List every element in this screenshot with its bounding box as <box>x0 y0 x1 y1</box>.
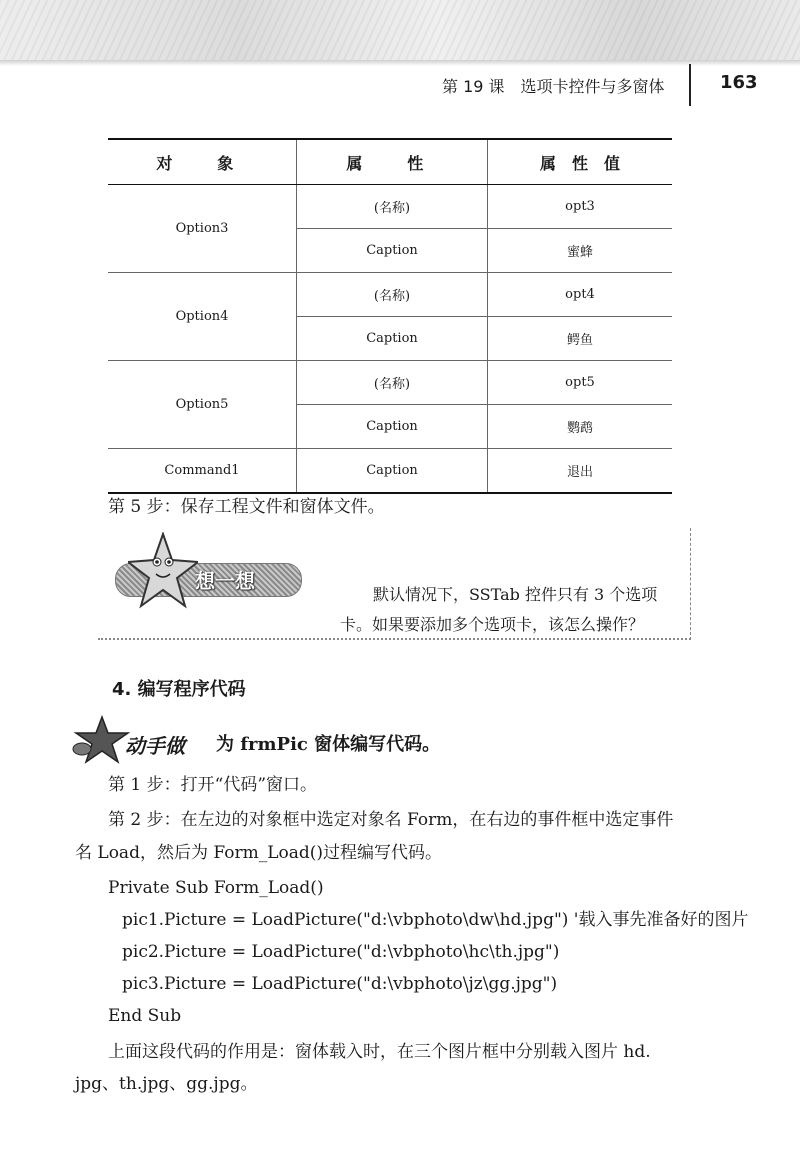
object-cell: Option5 <box>108 361 297 449</box>
step5-text: 第 5 步：保存工程文件和窗体文件。 <box>108 497 385 517</box>
code-line: End Sub <box>108 1006 182 1026</box>
property-cell: Caption <box>297 405 488 449</box>
step1-text: 第 1 步：打开“代码”窗口。 <box>108 775 318 795</box>
explanation-line2: jpg、th.jpg、gg.jpg。 <box>75 1074 258 1094</box>
header-object: 对 象 <box>108 139 297 185</box>
object-cell: Option4 <box>108 273 297 361</box>
step2-line1: 第 2 步：在左边的对象框中选定对象名 Form，在右边的事件框中选定事件 <box>108 810 674 830</box>
code-line: pic3.Picture = LoadPicture("d:\vbphoto\jz\gg.jpg") <box>122 974 558 994</box>
value-cell: 蜜蜂 <box>488 229 673 273</box>
hands-on-title: 为 frmPic 窗体编写代码。 <box>216 734 441 755</box>
property-cell: (名称) <box>297 185 488 229</box>
header-property: 属 性 <box>297 139 488 185</box>
section-number: 4. <box>112 679 132 700</box>
think-question-line2: 卡。如果要添加多个选项卡，该怎么操作？ <box>340 615 645 634</box>
code-line: pic1.Picture = LoadPicture("d:\vbphoto\dw\hd.jpg") '载入事先准备好的图片 <box>122 910 749 930</box>
decorative-banner <box>0 0 800 62</box>
hand-star-icon <box>72 715 130 765</box>
header-value: 属 性 值 <box>488 139 673 185</box>
explanation-line1: 上面这段代码的作用是：窗体载入时，在三个图片框中分别载入图片 hd. <box>108 1042 651 1062</box>
value-cell: 鹦鹉 <box>488 405 673 449</box>
think-question-line1: 默认情况下，SSTab 控件只有 3 个选项 <box>373 585 658 604</box>
property-cell: Caption <box>297 449 488 494</box>
value-cell: opt5 <box>488 361 673 405</box>
step2-line2: 名 Load，然后为 Form_Load()过程编写代码。 <box>75 843 443 863</box>
property-cell: (名称) <box>297 273 488 317</box>
value-cell: opt4 <box>488 273 673 317</box>
chapter-title: 第 19 课 选项卡控件与多窗体 <box>442 77 665 96</box>
header-divider <box>689 64 691 106</box>
table-row <box>108 273 672 317</box>
code-line: Private Sub Form_Load() <box>108 878 324 898</box>
table-row <box>108 361 672 405</box>
think-label: 想一想 <box>195 569 255 593</box>
star-mascot-icon <box>128 532 198 610</box>
code-line: pic2.Picture = LoadPicture("d:\vbphoto\hc\th.jpg") <box>122 942 560 962</box>
section-heading <box>112 675 246 705</box>
property-cell: Caption <box>297 317 488 361</box>
table-row <box>108 449 672 494</box>
section-title: 编写程序代码 <box>137 679 246 700</box>
page-number: 163 <box>720 72 758 93</box>
property-cell: (名称) <box>297 361 488 405</box>
object-cell: Option3 <box>108 185 297 273</box>
value-cell: 退出 <box>488 449 673 494</box>
property-cell: Caption <box>297 229 488 273</box>
value-cell: 鳄鱼 <box>488 317 673 361</box>
property-table <box>108 138 672 494</box>
hands-on-label: 动手做 <box>125 734 185 758</box>
table-header-row <box>108 139 672 185</box>
object-cell: Command1 <box>108 449 297 494</box>
banner-edge <box>0 60 800 66</box>
value-cell: opt3 <box>488 185 673 229</box>
table-row <box>108 185 672 229</box>
